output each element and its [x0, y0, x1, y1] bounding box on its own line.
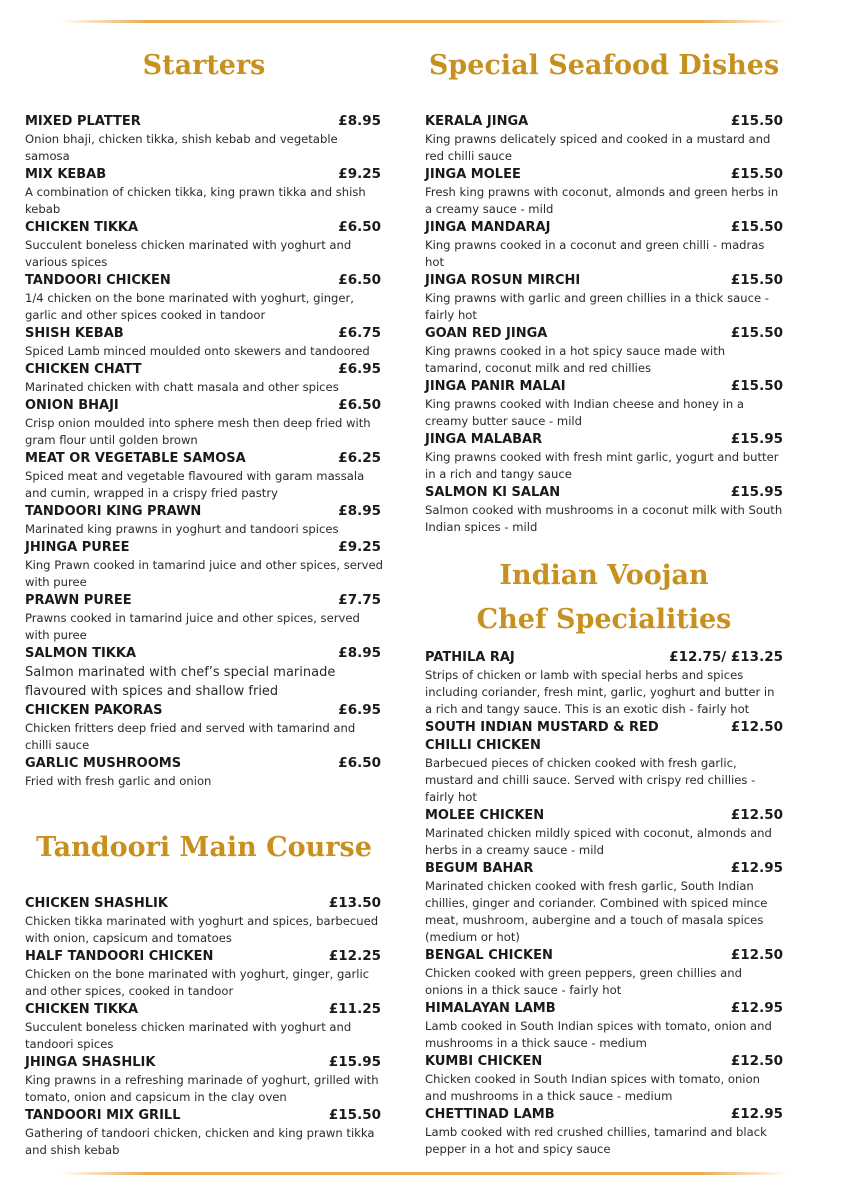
menu-item	[25, 1000, 383, 1053]
menu-item-price: £8.95	[338, 503, 381, 519]
menu-item-header	[425, 1105, 783, 1124]
menu-item-description: Marinated chicken mildly spiced with coconut, almonds and herbs in a creamy sauce - mild	[425, 826, 772, 857]
menu-item-name: JINGA MOLEE	[425, 167, 521, 182]
menu-item-header	[25, 701, 383, 720]
menu-item-name: TANDOORI KING PRAWN	[25, 504, 202, 519]
menu-item-header	[425, 218, 783, 237]
menu-item-name-line2: CHILLI CHICKEN	[425, 738, 541, 753]
starters-heading: Starters	[142, 50, 266, 81]
menu-item-price: £12.95	[730, 1000, 783, 1016]
menu-item-price: £15.95	[730, 431, 783, 447]
menu-item-name: SOUTH INDIAN MUSTARD & RED	[425, 720, 659, 735]
menu-item-name: GOAN RED JINGA	[425, 326, 548, 341]
menu-item-name: JHINGA PUREE	[25, 540, 130, 555]
menu-item-description: King prawns delicately spiced and cooked in a mustard and red chilli sauce	[425, 132, 771, 163]
menu-item	[425, 271, 783, 324]
right-column	[425, 44, 783, 1158]
menu-item	[25, 360, 383, 396]
menu-item	[25, 701, 383, 754]
menu-item-header	[25, 1106, 383, 1125]
menu-item-price: £11.25	[328, 1001, 381, 1017]
menu-item-price: £12.95	[730, 860, 783, 876]
menu-item-price: £9.25	[338, 166, 381, 182]
chef-heading-line1: Indian Voojan	[499, 560, 709, 591]
menu-item-description: King prawns in a refreshing marinade of yoghurt, grilled with tomato, onion and capsicum in the clay oven	[25, 1073, 379, 1104]
menu-item-header	[425, 946, 783, 965]
menu-item	[25, 591, 383, 644]
menu-item-header	[25, 754, 383, 773]
menu-item-header	[25, 947, 383, 966]
menu-item	[25, 218, 383, 271]
menu-item	[425, 377, 783, 430]
menu-item-name: KERALA JINGA	[425, 114, 529, 129]
menu-item-price: £7.75	[338, 592, 381, 608]
menu-item-name: JINGA PANIR MALAI	[425, 379, 566, 394]
menu-item-description: Prawns cooked in tamarind juice and other spices, served with puree	[25, 611, 360, 642]
menu-item-name: MIXED PLATTER	[25, 114, 141, 129]
menu-item	[25, 502, 383, 538]
menu-item-header	[425, 1052, 783, 1071]
menu-item-name: CHICKEN TIKKA	[25, 220, 139, 235]
menu-item-header	[25, 1053, 383, 1072]
menu-item-description: King prawns cooked in a coconut and green chilli - madras hot	[425, 238, 765, 269]
menu-item-price: £13.50	[328, 895, 381, 911]
menu-item-header	[25, 271, 383, 290]
menu-item-name: TANDOORI CHICKEN	[25, 273, 171, 288]
menu-item-header	[425, 718, 783, 737]
menu-item-description: King Prawn cooked in tamarind juice and other spices, served with puree	[25, 558, 383, 589]
menu-item-header	[25, 360, 383, 379]
menu-item-price: £15.50	[730, 113, 783, 129]
menu-item-name: HIMALAYAN LAMB	[425, 1001, 556, 1016]
menu-item	[25, 894, 383, 947]
menu-item-price: £6.25	[338, 450, 381, 466]
menu-item	[25, 324, 383, 360]
menu-item-header	[425, 377, 783, 396]
menu-item-price: £15.50	[730, 166, 783, 182]
menu-item-description: Fried with fresh garlic and onion	[25, 774, 212, 788]
menu-item	[425, 859, 783, 946]
menu-item-header	[425, 271, 783, 290]
menu-item-description: Spiced Lamb minced moulded onto skewers and tandoored	[25, 344, 370, 358]
tandoori-list	[25, 894, 383, 1159]
menu-item-header	[425, 112, 783, 131]
menu-item-description: Barbecued pieces of chicken cooked with fresh garlic, mustard and chilli sauce. Served with crispy red chillies - fairly hot	[425, 756, 756, 804]
menu-item	[25, 1053, 383, 1106]
menu-item	[425, 1105, 783, 1158]
menu-item-header	[25, 165, 383, 184]
menu-item-price: £6.50	[338, 219, 381, 235]
menu-item	[425, 218, 783, 271]
menu-item	[425, 112, 783, 165]
menu-item-name: MIX KEBAB	[25, 167, 107, 182]
menu-item-description: King prawns cooked with Indian cheese and honey in a creamy butter sauce - mild	[425, 397, 744, 428]
menu-item-description: Chicken cooked with green peppers, green chillies and onions in a thick sauce - fairly hot	[425, 966, 742, 997]
menu-item-price: £15.50	[730, 272, 783, 288]
top-rule	[60, 20, 788, 23]
menu-item-description: King prawns with garlic and green chillies in a thick sauce - fairly hot	[425, 291, 769, 322]
menu-item-name: PATHILA RAJ	[425, 650, 515, 665]
menu-item-price: £8.95	[338, 645, 381, 661]
menu-item	[425, 718, 783, 806]
menu-item	[425, 999, 783, 1052]
menu-item-description: Chicken fritters deep fried and served with tamarind and chilli sauce	[25, 721, 356, 752]
menu-item-name: KUMBI CHICKEN	[425, 1054, 543, 1069]
menu-item-name: PRAWN PUREE	[25, 593, 132, 608]
menu-item-header	[25, 502, 383, 521]
menu-item	[25, 271, 383, 324]
menu-item-price: £12.75/ £13.25	[669, 649, 783, 665]
menu-item-name: CHICKEN TIKKA	[25, 1002, 139, 1017]
menu-item	[25, 947, 383, 1000]
menu-item-header	[25, 1000, 383, 1019]
menu-item-header	[425, 806, 783, 825]
menu-item	[25, 165, 383, 218]
seafood-list	[425, 112, 783, 536]
menu-item-name: SHISH KEBAB	[25, 326, 124, 341]
menu-item-name: BEGUM BAHAR	[425, 861, 534, 876]
menu-item-name: SALMON KI SALAN	[425, 485, 561, 500]
menu-item-header	[425, 648, 783, 667]
menu-item-price: £12.50	[730, 719, 783, 735]
menu-item	[425, 483, 783, 536]
menu-item-price: £8.95	[338, 113, 381, 129]
menu-item-price: £6.75	[338, 325, 381, 341]
menu-item-price: £12.50	[730, 807, 783, 823]
menu-item-name: BENGAL CHICKEN	[425, 948, 553, 963]
menu-item-description: Salmon marinated with chef’s special marinade flavoured with spices and shallow fried	[25, 665, 336, 699]
menu-item-price: £15.95	[328, 1054, 381, 1070]
menu-item	[25, 754, 383, 790]
menu-item-description: Chicken tikka marinated with yoghurt and spices, barbecued with onion, capsicum and tomatoes	[25, 914, 379, 945]
menu-item-header	[25, 644, 383, 663]
menu-item-price: £15.50	[730, 378, 783, 394]
menu-item-header	[425, 324, 783, 343]
menu-item-name: TANDOORI MIX GRILL	[25, 1108, 181, 1123]
menu-item-description: Chicken cooked in South Indian spices with tomato, onion and mushrooms in a thick sauce - medium	[425, 1072, 760, 1103]
menu-item-price: £12.95	[730, 1106, 783, 1122]
chef-heading-line2: Chef Specialities	[476, 604, 732, 635]
menu-item-header	[25, 218, 383, 237]
menu-item	[25, 112, 383, 165]
menu-item-description: Gathering of tandoori chicken, chicken and king prawn tikka and shish kebab	[25, 1126, 375, 1157]
menu-item-price: £12.50	[730, 1053, 783, 1069]
menu-item-price: £9.25	[338, 539, 381, 555]
menu-item-name: CHICKEN CHATT	[25, 362, 142, 377]
menu-item-header	[25, 538, 383, 557]
menu-item-name: JINGA ROSUN MIRCHI	[425, 273, 581, 288]
menu-item-price: £12.50	[730, 947, 783, 963]
menu-item-description: Lamb cooked with red crushed chillies, tamarind and black pepper in a hot and spicy sauce	[425, 1125, 767, 1156]
menu-item-price: £6.95	[338, 361, 381, 377]
menu-item-name: CHICKEN PAKORAS	[25, 703, 163, 718]
chef-list	[425, 648, 783, 1158]
menu-item	[25, 1106, 383, 1159]
menu-item-name: JINGA MALABAR	[425, 432, 543, 447]
menu-item-description: Lamb cooked in South Indian spices with tomato, onion and mushrooms in a thick sauce - medium	[425, 1019, 772, 1050]
menu-item-header	[425, 483, 783, 502]
menu-item	[425, 165, 783, 218]
menu-item-description: Spiced meat and vegetable flavoured with garam massala and cumin, wrapped in a crispy fried pastry	[25, 469, 365, 500]
menu-item-header	[25, 894, 383, 913]
menu-item-description: Succulent boneless chicken marinated with yoghurt and various spices	[25, 238, 352, 269]
menu-item	[25, 396, 383, 449]
menu-item	[25, 538, 383, 591]
menu-item-name: GARLIC MUSHROOMS	[25, 756, 182, 771]
menu-item-price: £6.95	[338, 702, 381, 718]
menu-item	[425, 324, 783, 377]
menu-item	[425, 430, 783, 483]
menu-item-price: £6.50	[338, 397, 381, 413]
seafood-heading: Special Seafood Dishes	[428, 50, 780, 81]
menu-item	[425, 1052, 783, 1105]
menu-item	[425, 648, 783, 718]
menu-item-name: JHINGA SHASHLIK	[25, 1055, 156, 1070]
menu-item-name: MOLEE CHICKEN	[425, 808, 545, 823]
menu-item-description: Strips of chicken or lamb with special herbs and spices including coriander, fresh mint, garlic, yoghurt and butter in a rich and tangy sauce. This is an exotic dish - fairly hot	[425, 668, 775, 716]
menu-item-header	[25, 396, 383, 415]
menu-item-description: King prawns cooked with fresh mint garlic, yogurt and butter in a rich and tangy sauce	[425, 450, 779, 481]
menu-item-description: Onion bhaji, chicken tikka, shish kebab and vegetable samosa	[25, 132, 338, 163]
menu-item-price: £15.95	[730, 484, 783, 500]
menu-item-header	[25, 324, 383, 343]
tandoori-heading: Tandoori Main Course	[36, 832, 372, 863]
menu-item-description: Crisp onion moulded into sphere mesh then deep fried with gram flour until golden brown	[25, 416, 371, 447]
menu-item-price: £15.50	[328, 1107, 381, 1123]
menu-item-description: Chicken on the bone marinated with yoghurt, ginger, garlic and other spices, cooked in tandoor	[25, 967, 370, 998]
menu-item-header	[425, 859, 783, 878]
menu-item	[425, 806, 783, 859]
menu-item-description: Fresh king prawns with coconut, almonds and green herbs in a creamy sauce - mild	[425, 185, 779, 216]
menu-item-price: £15.50	[730, 219, 783, 235]
menu-item-description: Marinated chicken cooked with fresh garlic, South Indian chillies, ginger and coriander. Combined with spiced mince meat, mushroom, aubergine and a touch of masala spices (medium or hot)	[425, 879, 768, 944]
menu-item-price: £12.25	[328, 948, 381, 964]
menu-item-description: 1/4 chicken on the bone marinated with yoghurt, ginger, garlic and other spices cooked in tandoor	[25, 291, 354, 322]
menu-item-description: A combination of chicken tikka, king prawn tikka and shish kebab	[25, 185, 366, 216]
menu-item	[425, 946, 783, 999]
menu-item-price: £6.50	[338, 272, 381, 288]
menu-item-header	[425, 999, 783, 1018]
menu-item-description: King prawns cooked in a hot spicy sauce made with tamarind, coconut milk and red chillies	[425, 344, 726, 375]
menu-item-name: JINGA MANDARAJ	[425, 220, 551, 235]
menu-item-header	[25, 449, 383, 468]
menu-item-price: £6.50	[338, 755, 381, 771]
menu-item-name: CHICKEN SHASHLIK	[25, 896, 168, 911]
menu-item-header	[25, 591, 383, 610]
menu-item-name: SALMON TIKKA	[25, 646, 137, 661]
menu-item-name: MEAT OR VEGETABLE SAMOSA	[25, 451, 246, 466]
menu-item-description: Succulent boneless chicken marinated with yoghurt and tandoori spices	[25, 1020, 352, 1051]
starters-list	[25, 112, 383, 790]
menu-item-header	[25, 112, 383, 131]
menu-item-header	[425, 165, 783, 184]
menu-item-header	[425, 430, 783, 449]
bottom-rule	[60, 1172, 788, 1175]
menu-item-name: HALF TANDOORI CHICKEN	[25, 949, 214, 964]
menu-item	[25, 644, 383, 701]
menu-item-description: Salmon cooked with mushrooms in a coconut milk with South Indian spices - mild	[425, 503, 783, 534]
left-column	[25, 44, 383, 1159]
menu-item-name: CHETTINAD LAMB	[425, 1107, 555, 1122]
menu-item-price: £15.50	[730, 325, 783, 341]
menu-item-description: Marinated king prawns in yoghurt and tandoori spices	[25, 522, 339, 536]
menu-item	[25, 449, 383, 502]
menu-item-description: Marinated chicken with chatt masala and other spices	[25, 380, 339, 394]
menu-item-name: ONION BHAJI	[25, 398, 119, 413]
